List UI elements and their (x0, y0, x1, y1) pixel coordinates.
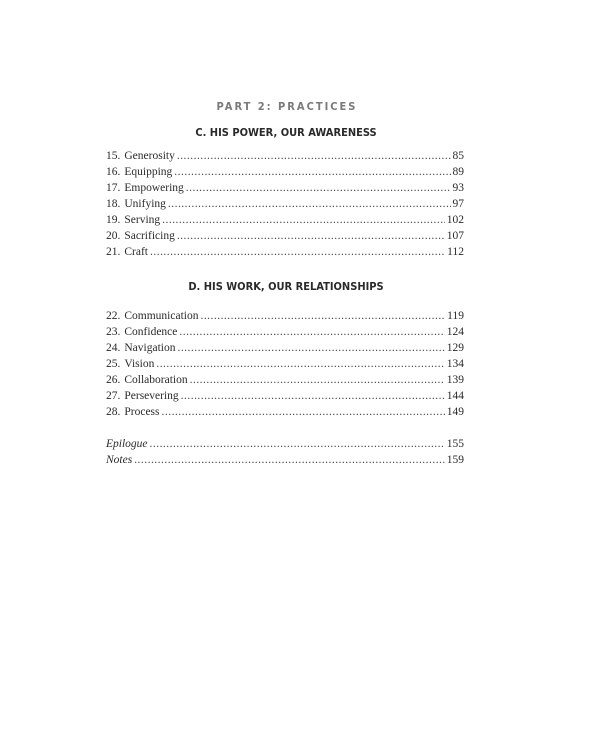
entry-number: 25. (106, 358, 121, 370)
entry-title: Confidence (124, 326, 178, 338)
entry-page-number: 159 (446, 454, 464, 466)
toc-entry (106, 404, 464, 420)
entry-page-number: 97 (452, 198, 464, 210)
entry-number: 21. (106, 246, 121, 258)
entry-page-number: 149 (446, 406, 464, 418)
entry-title: Persevering (124, 390, 179, 402)
dot-leader (156, 356, 444, 372)
section-title: D. HIS WORK, OUR RELATIONSHIPS (188, 280, 384, 293)
dot-leader (150, 436, 445, 452)
entry-title: Process (124, 406, 160, 418)
entry-number: 28. (106, 406, 121, 418)
toc-entry (106, 372, 464, 388)
entry-page-number: 124 (446, 326, 464, 338)
dot-leader (162, 212, 445, 228)
entry-number: 17. (106, 182, 121, 194)
toc-entry (106, 356, 464, 372)
toc-entry (106, 388, 464, 404)
dot-leader (179, 324, 444, 340)
toc-entry (106, 308, 464, 324)
dot-leader (177, 148, 451, 164)
section-title: C. HIS POWER, OUR AWARENESS (195, 126, 377, 139)
entry-title: Communication (124, 310, 199, 322)
toc-entry (106, 180, 464, 196)
entry-title: Equipping (124, 166, 173, 178)
entry-number: 15. (106, 150, 121, 162)
toc-entry (106, 228, 464, 244)
entry-page-number: 107 (446, 230, 464, 242)
entry-number: 23. (106, 326, 121, 338)
entry-title: Epilogue (106, 438, 148, 450)
dot-leader (177, 228, 445, 244)
entry-title: Serving (124, 214, 161, 226)
entry-page-number: 93 (452, 182, 464, 194)
entry-number: 19. (106, 214, 121, 226)
entry-title: Sacrificing (124, 230, 175, 242)
entry-number: 18. (106, 198, 121, 210)
toc-list-section-d (106, 308, 464, 420)
entry-number: 22. (106, 310, 121, 322)
entry-page-number: 134 (446, 358, 464, 370)
dot-leader (200, 308, 445, 324)
entry-page-number: 85 (452, 150, 464, 162)
entry-number: 24. (106, 342, 121, 354)
entry-page-number: 89 (452, 166, 464, 178)
toc-list-back-matter (106, 436, 464, 468)
dot-leader (174, 164, 450, 180)
toc-entry (106, 164, 464, 180)
dot-leader (190, 372, 445, 388)
dot-leader (134, 452, 445, 468)
dot-leader (150, 244, 445, 260)
dot-leader (186, 180, 451, 196)
toc-entry (106, 244, 464, 260)
entry-title: Unifying (124, 198, 166, 210)
entry-title: Vision (124, 358, 155, 370)
entry-title: Collaboration (124, 374, 188, 386)
dot-leader (181, 388, 445, 404)
dot-leader (162, 404, 445, 420)
entry-title: Generosity (124, 150, 175, 162)
toc-list-section-c (106, 148, 464, 260)
toc-entry-epilogue (106, 436, 464, 452)
entry-page-number: 155 (446, 438, 464, 450)
dot-leader (177, 340, 444, 356)
toc-entry (106, 196, 464, 212)
entry-page-number: 119 (447, 310, 464, 322)
entry-page-number: 112 (447, 246, 464, 258)
entry-title: Empowering (124, 182, 184, 194)
part-title: PART 2: PRACTICES (216, 100, 358, 113)
entry-title: Craft (124, 246, 149, 258)
entry-page-number: 139 (446, 374, 464, 386)
toc-entry (106, 148, 464, 164)
entry-page-number: 129 (446, 342, 464, 354)
entry-number: 16. (106, 166, 121, 178)
toc-entry (106, 212, 464, 228)
toc-entry (106, 340, 464, 356)
entry-number: 20. (106, 230, 121, 242)
entry-number: 27. (106, 390, 121, 402)
entry-number: 26. (106, 374, 121, 386)
entry-page-number: 102 (446, 214, 464, 226)
dot-leader (168, 196, 451, 212)
entry-title: Navigation (124, 342, 176, 354)
toc-entry-notes (106, 452, 464, 468)
entry-title: Notes (106, 454, 133, 466)
toc-entry (106, 324, 464, 340)
entry-page-number: 144 (446, 390, 464, 402)
